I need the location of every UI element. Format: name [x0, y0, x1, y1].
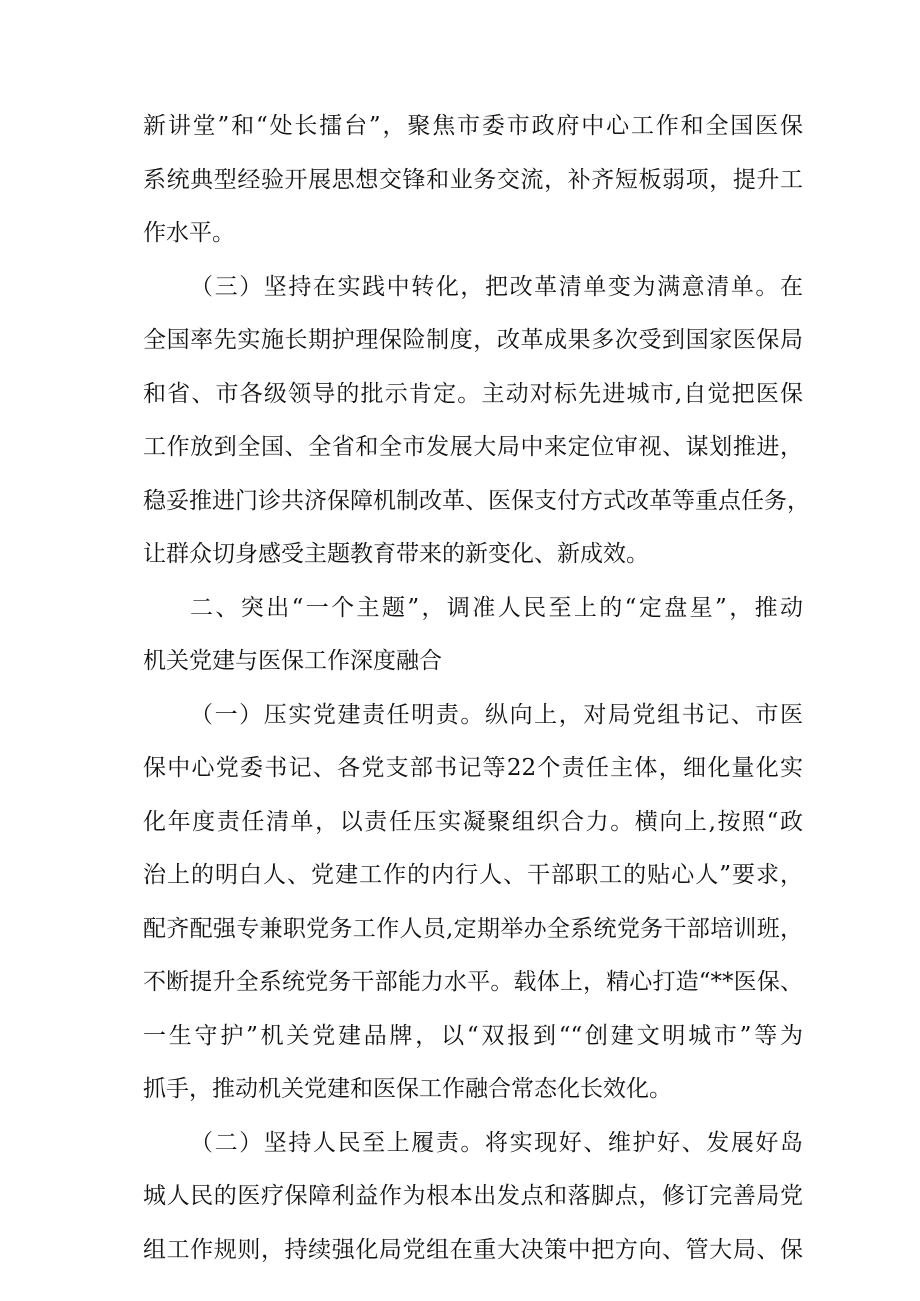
text-line-14: 化年度责任清单，以责任压实凝聚组织合力。横向上,按照“政 — [143, 809, 803, 835]
section-heading-2: （二）坚持人民至上履责。将实现好、维护好、发展好岛 — [190, 1130, 803, 1156]
text-line-7: 工作放到全国、全省和全市发展大局中来定位审视、谋划推进， — [143, 434, 803, 460]
text-line-18: 一生守护”机关党建品牌，以“双报到““创建文明城市”等为 — [143, 1023, 803, 1049]
text-line-5: 全国率先实施长期护理保险制度，改革成果多次受到国家医保局 — [143, 327, 803, 353]
chapter-heading-2-cont: 机关党建与医保工作深度融合 — [143, 648, 442, 674]
section-heading-3: （三）坚持在实践中转化，把改革清单变为满意清单。在 — [190, 274, 803, 300]
text-line-17: 不断提升全系统党务干部能力水平。载体上，精心打造“**医保、 — [143, 969, 803, 995]
text-line-2: 系统典型经验开展思想交锋和业务交流，补齐短板弱项，提升工 — [143, 167, 803, 193]
text-line-21: 城人民的医疗保障利益作为根本出发点和落脚点，修订完善局党 — [143, 1183, 803, 1209]
text-line-19: 抓手，推动机关党建和医保工作融合常态化长效化。 — [143, 1076, 672, 1102]
text-line-6: 和省、市各级领导的批示肯定。主动对标先进城市,自觉把医保 — [143, 381, 803, 407]
text-line-8: 稳妥推进门诊共济保障机制改革、医保支付方式改革等重点任务， — [143, 488, 810, 514]
text-line-1: 新讲堂”和“处长擂台”，聚焦市委市政府中心工作和全国医保 — [143, 113, 803, 139]
text-line-22: 组工作规则，持续强化局党组在重大决策中把方向、管大局、保 — [143, 1237, 803, 1263]
chapter-heading-2: 二、突出“一个主题”，调准人民至上的“定盘星”，推动 — [190, 595, 803, 621]
text-line-3: 作水平。 — [143, 220, 235, 246]
text-line-15: 治上的明白人、党建工作的内行人、干部职工的贴心人”要求， — [143, 862, 803, 888]
text-line-13: 保中心党委书记、各党支部书记等22个责任主体，细化量化实 — [143, 755, 803, 781]
text-line-16: 配齐配强专兼职党务工作人员,定期举办全系统党务干部培训班， — [143, 916, 803, 942]
text-line-9: 让群众切身感受主题教育带来的新变化、新成效。 — [143, 541, 649, 567]
section-heading-1: （一）压实党建责任明责。纵向上，对局党组书记、市医 — [190, 702, 803, 728]
